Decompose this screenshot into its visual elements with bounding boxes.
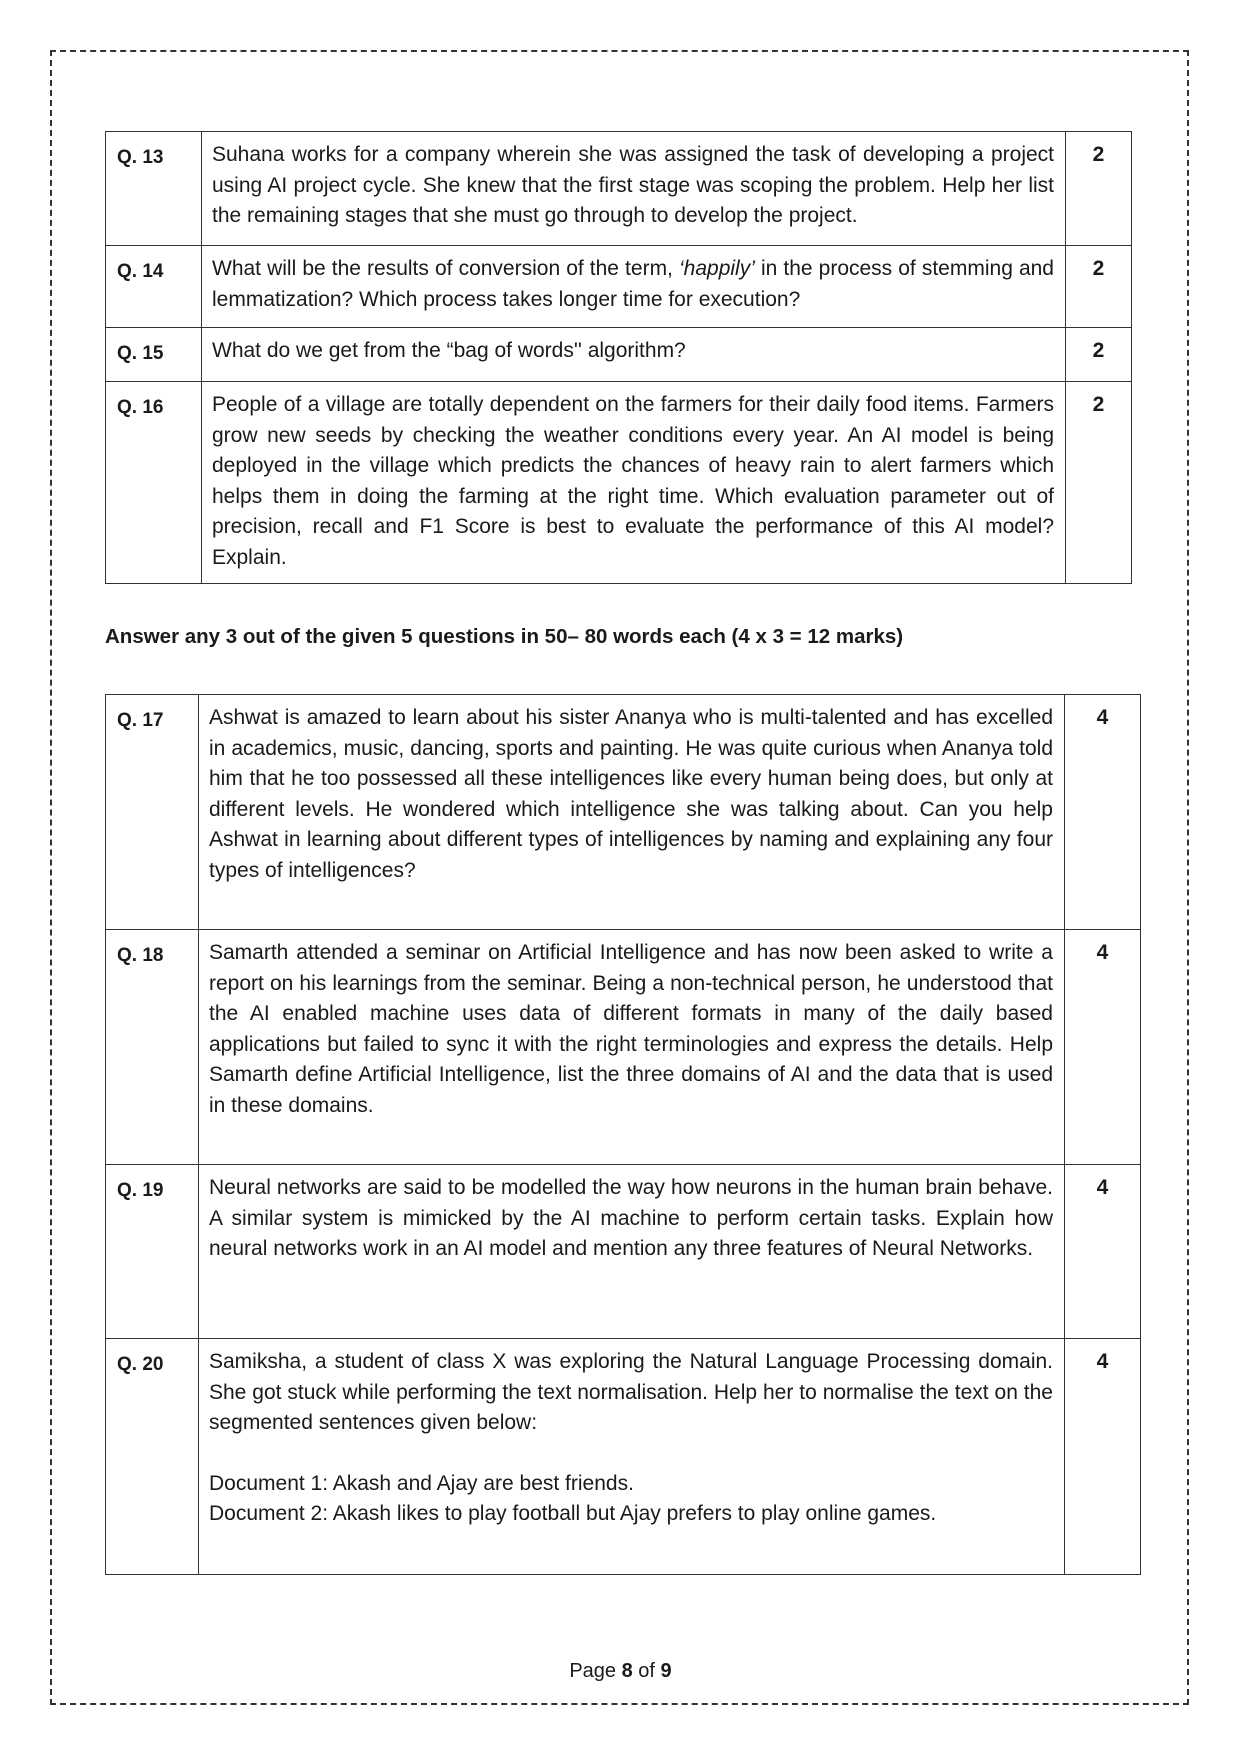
question-number: Q. 17	[106, 695, 199, 930]
question-term: ‘happily’	[678, 257, 755, 280]
question-marks: 2	[1066, 382, 1132, 584]
question-text-part: in the process of stemming and lemmatization? Which process takes longer time for execution?	[212, 257, 1054, 311]
question-number: Q. 15	[106, 328, 202, 382]
question-marks: 4	[1065, 695, 1141, 930]
question-marks: 4	[1065, 1339, 1141, 1575]
document-line: Document 2: Akash likes to play football but Ajay prefers to play online games.	[209, 1502, 937, 1525]
question-marks: 2	[1066, 246, 1132, 328]
total-page-count: 9	[660, 1660, 672, 1682]
question-text	[202, 246, 1066, 328]
question-text: Samarth attended a seminar on Artificial Intelligence and has now been asked to write a report on his learnings from the seminar. Being a non-technical person, he understood that the AI enabled machine uses data of different formats in many of the daily based applications but failed to sync it with the right terminologies and express the details. Help Samarth define Artificial Intelligence, list the three domains of AI and the data that is used in these domains.	[199, 930, 1065, 1165]
document-list	[209, 1469, 1053, 1530]
question-text: What do we get from the “bag of words'' algorithm?	[202, 328, 1066, 382]
question-number: Q. 18	[106, 930, 199, 1165]
question-text-part: What will be the results of conversion of the term,	[212, 257, 679, 280]
question-text: Ashwat is amazed to learn about his sister Ananya who is multi-talented and has excelled in academics, music, dancing, sports and painting. He was quite curious when Ananya told him that he too possessed all these intelligences like every human being does, but only at different levels. He wondered which intelligence she was talking about. Can you help Ashwat in learning about different types of intelligences by naming and explaining any four types of intelligences?	[199, 695, 1065, 930]
question-number: Q. 16	[106, 382, 202, 584]
table-row	[106, 382, 1132, 584]
question-marks: 4	[1065, 930, 1141, 1165]
table-row	[106, 1339, 1141, 1575]
question-number: Q. 20	[106, 1339, 199, 1575]
question-text: People of a village are totally dependent on the farmers for their daily food items. Farmers grow new seeds by checking the weather conditions every year. An AI model is being deployed in the village which predicts the chances of heavy rain to alert farmers which helps them in doing the farming at the right time. Which evaluation parameter out of precision, recall and F1 Score is best to evaluate the performance of this AI model? Explain.	[202, 382, 1066, 584]
section-instruction: Answer any 3 out of the given 5 questions in 50– 80 words each (4 x 3 = 12 marks)	[105, 625, 904, 648]
question-marks: 4	[1065, 1165, 1141, 1339]
question-number: Q. 13	[106, 132, 202, 246]
questions-table-four-marks	[105, 694, 1141, 1575]
document-line: Document 1: Akash and Ajay are best friends.	[209, 1471, 634, 1495]
current-page-number: 8	[621, 1660, 633, 1682]
table-row	[106, 930, 1141, 1165]
table-row	[106, 328, 1132, 382]
question-cell	[199, 1339, 1065, 1575]
page-label-prefix: Page	[569, 1660, 622, 1682]
question-marks: 2	[1066, 328, 1132, 382]
table-row	[106, 695, 1141, 930]
question-number: Q. 14	[106, 246, 202, 328]
question-marks: 2	[1066, 132, 1132, 246]
questions-table-two-marks	[105, 131, 1132, 584]
question-text: Suhana works for a company wherein she was assigned the task of developing a project using AI project cycle. She knew that the first stage was scoping the problem. Help her list the remaining stages that she must go through to develop the project.	[202, 132, 1066, 246]
page-number-footer	[0, 1660, 1241, 1683]
table-row	[106, 246, 1132, 328]
table-row	[106, 1165, 1141, 1339]
page-label-middle: of	[632, 1660, 661, 1682]
table-row	[106, 132, 1132, 246]
question-number: Q. 19	[106, 1165, 199, 1339]
question-text: Samiksha, a student of class X was exploring the Natural Language Processing domain. She got stuck while performing the text normalisation. Help her to normalise the text on the segmented sentences given below:	[209, 1350, 1053, 1434]
question-text: Neural networks are said to be modelled the way how neurons in the human brain behave. A similar system is mimicked by the AI machine to perform certain tasks. Explain how neural networks work in an AI model and mention any three features of Neural Networks.	[199, 1165, 1065, 1339]
